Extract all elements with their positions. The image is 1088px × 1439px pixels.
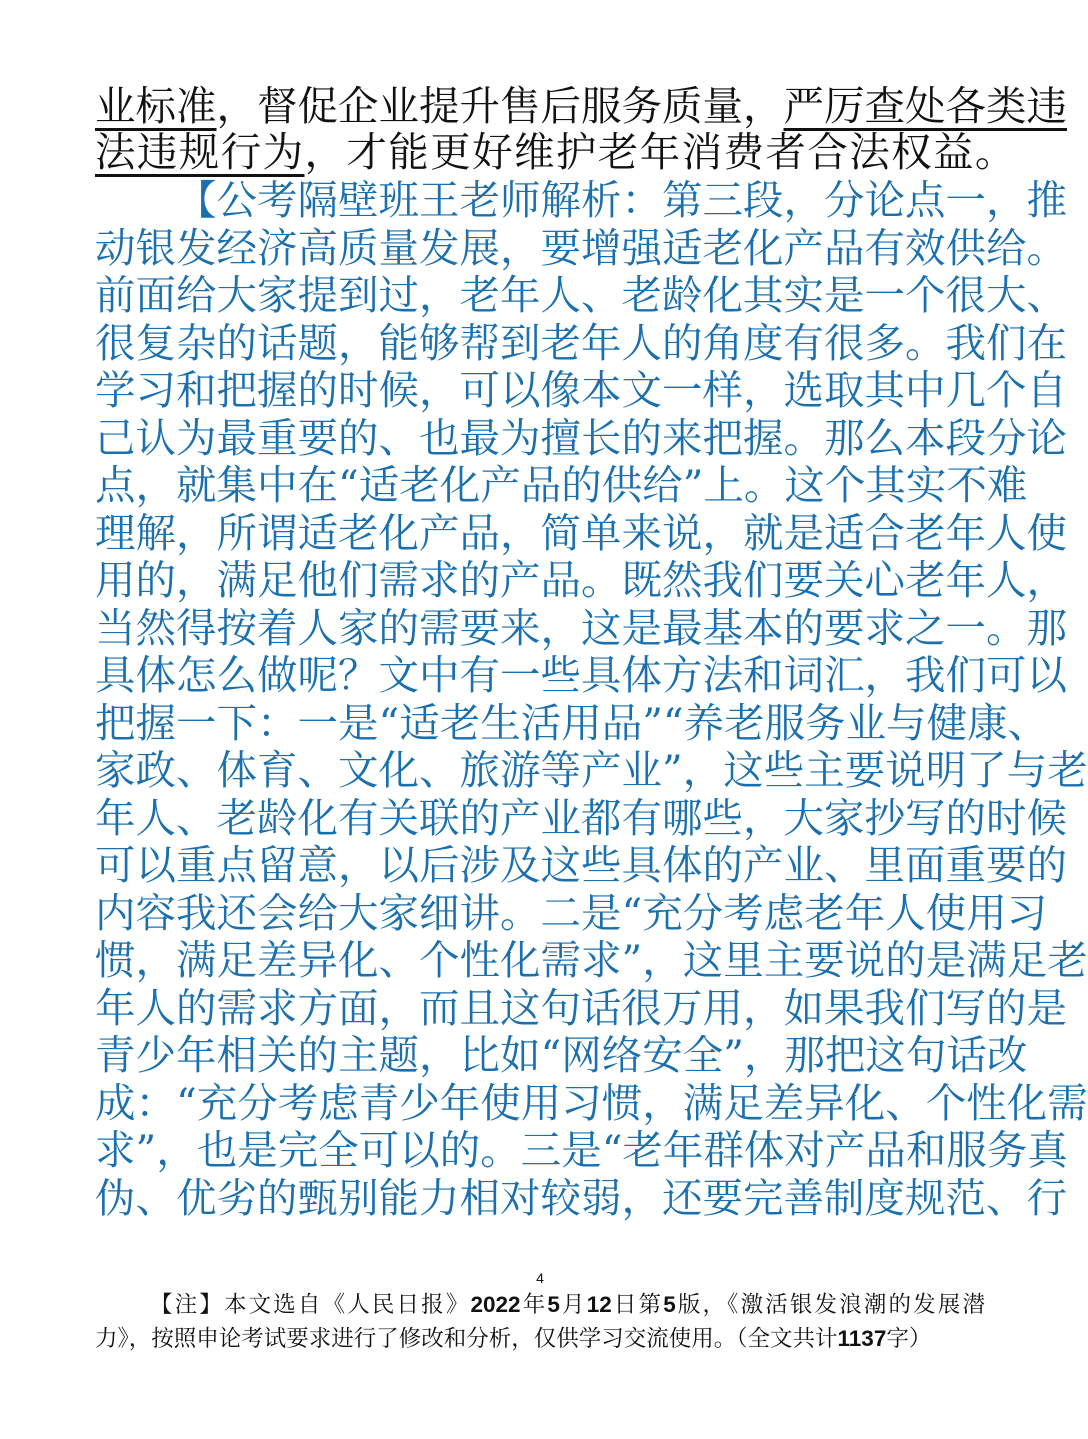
analysis-line: 伪、优劣的甄别能力相对较弱，还要完善制度规范、行 (95, 1173, 1067, 1222)
footnote-text: 版，《激活银发浪潮的发展潜 (675, 1292, 985, 1318)
analysis-line: 把握一下：一是“适老生活用品”“养老服务业与健康、 (95, 698, 1049, 747)
analysis-line: 【公考隔壁班王老师解析：第三段，分论点一，推 (176, 176, 1067, 224)
analysis-line: 年人的需求方面，而且这句话很万用，如果我们写的是 (95, 983, 1067, 1032)
footnote-text: 日第 (611, 1292, 664, 1318)
analysis-line: 可以重点留意，以后涉及这些具体的产业、里面重要的 (95, 841, 1067, 889)
analysis-line: 动银发经济高质量发展，要增强适老化产品有效供给。 (95, 223, 1067, 272)
analysis-line: 惯，满足差异化、个性化需求”，这里主要说的是满足老 (95, 936, 1088, 984)
analysis-line: 内容我还会给大家细讲。二是“充分考虑老年人使用习 (95, 888, 1048, 937)
analysis-line: 点，就集中在“适老化产品的供给”上。这个其实不难 (95, 461, 1028, 509)
footnote-word-count: 1137 (837, 1326, 887, 1351)
intro-line-2 (95, 124, 1017, 180)
body-text: ，督促企业提升售后服务质量， (216, 82, 784, 130)
footnote-text: 字） (886, 1326, 932, 1352)
footnote-text: 月 (559, 1292, 587, 1318)
footnote-line-2 (95, 1322, 985, 1356)
underlined-phrase: 业标准 (95, 82, 217, 130)
footnote-line-1 (150, 1288, 985, 1322)
analysis-line: 具体怎么做呢？文中有一些具体方法和词汇，我们可以 (95, 651, 1067, 699)
analysis-line: 学习和把握的时候，可以像本文一样，选取其中几个自 (95, 366, 1067, 414)
footnote-text: 力》，按照申论考试要求进行了修改和分析，仅供学习交流使用。（全文共计 (95, 1326, 838, 1352)
footnote-day: 12 (586, 1292, 612, 1317)
underlined-phrase: 严厉查处各类违 (783, 82, 1067, 130)
analysis-line: 成：“充分考虑青少年使用习惯，满足差异化、个性化需 (95, 1078, 1088, 1127)
page-number: 4 (536, 1270, 544, 1286)
underlined-phrase: 法违规行为 (95, 128, 305, 176)
analysis-line: 很复杂的话题，能够帮到老年人的角度有很多。我们在 (95, 318, 1067, 367)
analysis-line: 前面给大家提到过，老年人、老龄化其实是一个很大、 (95, 271, 1067, 319)
analysis-line: 求”，也是完全可以的。三是“老年群体对产品和服务真 (95, 1126, 1068, 1174)
analysis-line: 用的，满足他们需求的产品。既然我们要关心老年人， (95, 556, 1067, 604)
footnote-month: 5 (547, 1292, 560, 1317)
analysis-line: 家政、体育、文化、旅游等产业”，这些主要说明了与老 (95, 746, 1088, 794)
analysis-line: 青少年相关的主题，比如“网络安全”，那把这句话改 (95, 1031, 1028, 1079)
footnote-year: 2022 (470, 1292, 521, 1317)
analysis-line: 当然得按着人家的需要来，这是最基本的要求之一。那 (95, 603, 1067, 652)
analysis-line: 己认为最重要的、也最为擅长的来把握。那么本段分论 (95, 413, 1067, 462)
body-text: ，才能更好维护老年消费者合法权益。 (304, 128, 1017, 176)
analysis-line: 年人、老龄化有关联的产业都有哪些，大家抄写的时候 (95, 793, 1067, 842)
footnote-edition: 5 (663, 1292, 676, 1317)
analysis-line: 理解，所谓适老化产品，简单来说，就是适合老年人使 (95, 508, 1067, 557)
footnote-text: 年 (520, 1292, 548, 1318)
footnote-text: 【注】本文选自《人民日报》 (150, 1292, 471, 1318)
